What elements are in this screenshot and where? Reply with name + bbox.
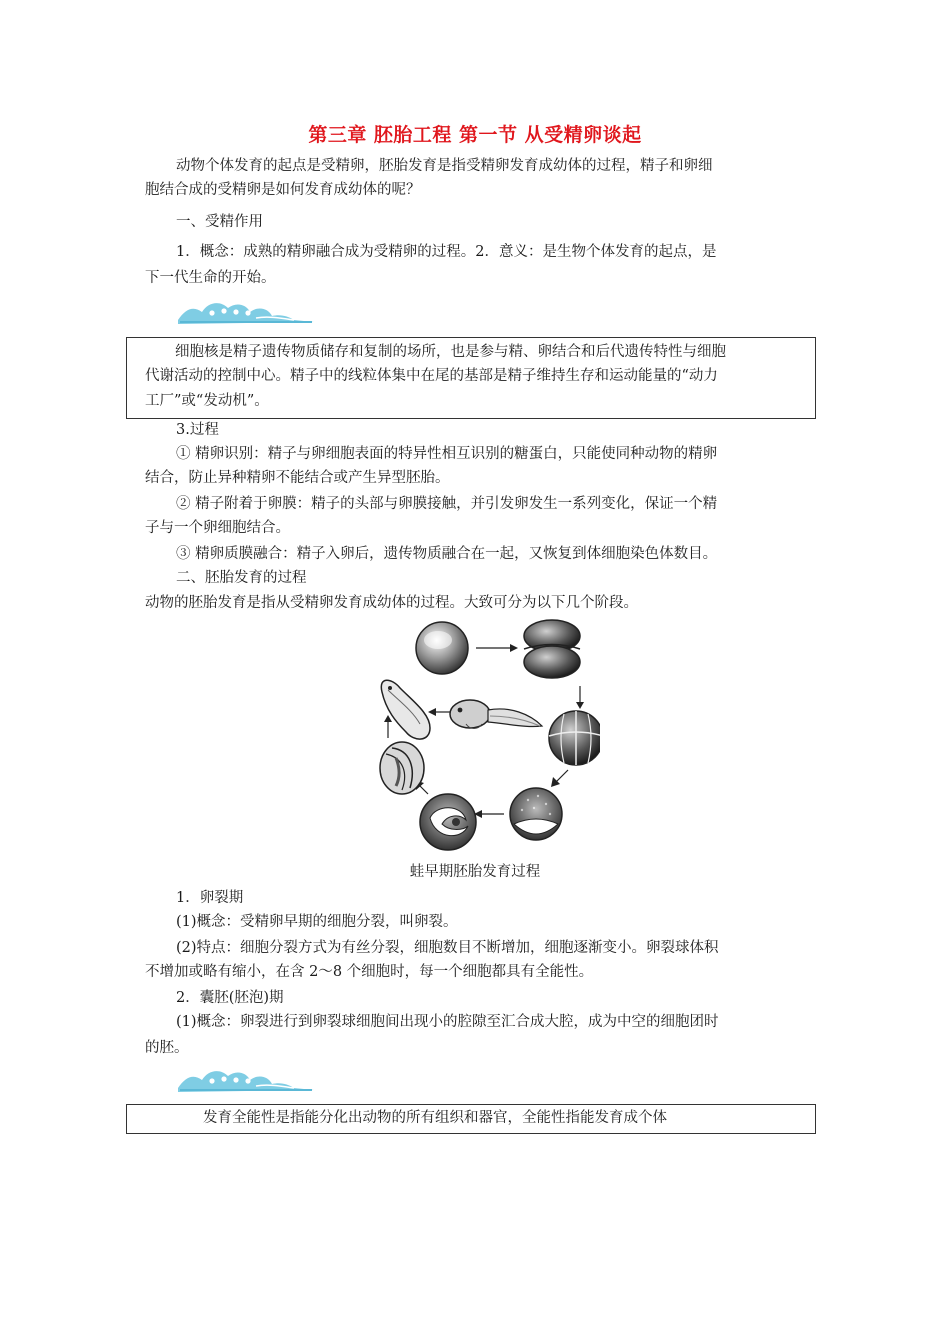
arrow-up-icon: [384, 715, 392, 738]
note-box-1-line-3: 工厂”或“发动机”。: [145, 393, 269, 409]
section1-concept-line-1: 1．概念：成熟的精卵融合成为受精卵的过程。2．意义：是生物个体发育的起点，是: [176, 244, 717, 260]
note-box-1-line-1: 细胞核是精子遗传物质储存和复制的场所，也是参与精、卵结合和后代遗传特性与细胞: [175, 344, 726, 360]
figure-caption: 蛙早期胚胎发育过程: [409, 864, 541, 880]
neurula-stage: [380, 742, 424, 794]
section2-intro: 动物的胚胎发育是指从受精卵发育成幼体的过程。大致可分为以下几个阶段。: [145, 595, 638, 611]
gastrula-stage: [420, 794, 476, 850]
process-step1-line-1: ① 精卵识别：精子与卵细胞表面的特异性相互识别的糖蛋白，只能使同种动物的精卵: [176, 446, 718, 462]
note-box-2: [126, 1104, 816, 1134]
note-box-1: [126, 337, 816, 419]
section1-heading: 一、受精作用: [176, 214, 263, 230]
intro-line-2: 胞结合成的受精卵是如何发育成幼体的呢？: [145, 182, 421, 198]
arrow-down-icon: [576, 686, 584, 709]
arrow-right-icon: [476, 644, 518, 652]
blastula-heading: 2．囊胚(胚泡)期: [176, 990, 284, 1006]
process-step2-line-2: 子与一个卵细胞结合。: [145, 520, 290, 536]
tadpole-stage: [450, 700, 542, 729]
section2-heading: 二、胚胎发育的过程: [176, 570, 307, 586]
section1-concept-line-2: 下一代生命的开始。: [145, 270, 276, 286]
process-step3: ③ 精卵质膜融合：精子入卵后，遗传物质融合在一起，又恢复到体细胞染色体数目。: [176, 546, 718, 562]
zygote-stage: [416, 622, 468, 674]
page-title: 第三章 胚胎工程 第一节 从受精卵谈起: [308, 124, 642, 146]
process-step2-line-1: ② 精子附着于卵膜：精子的头部与卵膜接触，并引发卵发生一系列变化，保证一个精: [176, 496, 718, 512]
frog-embryo-development-figure: [370, 618, 600, 858]
intro-line-1: 动物个体发育的起点是受精卵，胚胎发育是指受精卵发育成幼体的过程，精子和卵细: [176, 158, 713, 174]
blastula-concept-line-1: (1)概念：卵裂进行到卵裂球细胞间出现小的腔隙至汇合成大腔，成为中空的细胞团时: [176, 1014, 719, 1030]
note-badge-icon: [176, 1066, 316, 1096]
cleavage-concept: (1)概念：受精卵早期的细胞分裂，叫卵裂。: [176, 914, 458, 930]
cleavage-feature-line-2: 不增加或略有缩小，在含 2～8 个细胞时，每一个细胞都具有全能性。: [145, 964, 594, 980]
eight-cell-stage: [549, 711, 600, 765]
blastula-stage: [510, 788, 562, 840]
note-box-1-line-2: 代谢活动的控制中心。精子中的线粒体集中在尾的基部是精子维持生存和运动能量的“动力: [145, 368, 718, 384]
note-badge-icon: [176, 298, 316, 328]
cleavage-feature-line-1: (2)特点：细胞分裂方式为有丝分裂，细胞数目不断增加，细胞逐渐变小。卵裂球体积: [176, 940, 719, 956]
arrow-left-icon: [474, 810, 504, 818]
note-box-2-line-1: 发育全能性是指能分化出动物的所有组织和器官，全能性指能发育成个体: [203, 1110, 667, 1126]
two-cell-stage: [524, 620, 580, 678]
cleavage-heading: 1．卵裂期: [176, 890, 244, 906]
arrow-down-left-icon: [551, 770, 568, 787]
process-heading: 3.过程: [176, 422, 219, 438]
process-step1-line-2: 结合，防止异种精卵不能结合或产生异型胚胎。: [145, 470, 450, 486]
tailbud-embryo-stage: [381, 680, 430, 739]
arrow-left-small-icon: [428, 708, 450, 716]
blastula-concept-line-2: 的胚。: [145, 1040, 189, 1056]
